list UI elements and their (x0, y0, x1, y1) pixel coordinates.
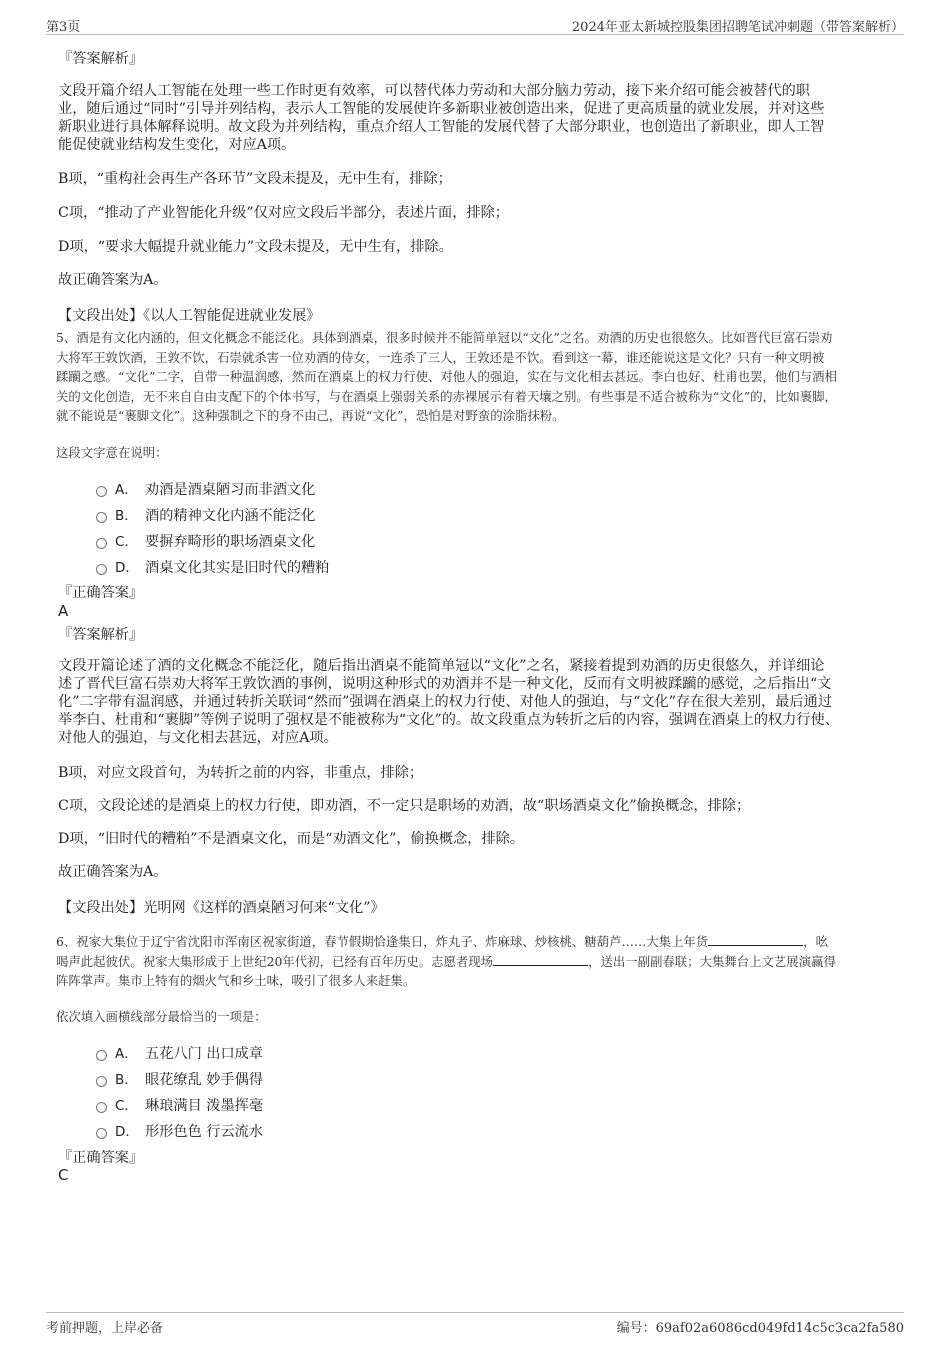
q5-passage-line: 大将军王敦饮酒，王敦不饮，石崇就杀害一位劝酒的侍女，一连杀了三人，王敦还是不饮。看到这一幕，谁还能说这是文化？只有一种文明被 (56, 349, 825, 365)
q4-analysis-line: 业，随后通过“同时”引导并列结构，表示人工智能的发展使许多新职业被创造出来，促进了更高质量的就业发展，并对这些 (58, 101, 825, 117)
q6-passage-line: 喝声此起彼伏。祝家大集形成于上世纪20年代初，已经有百年历史。志愿者现场 ，送出一副副春联；大集舞台上文艺展演赢得 (56, 953, 836, 969)
q4-analysis-text (58, 82, 886, 154)
radio-icon[interactable] (96, 1102, 107, 1113)
radio-icon[interactable] (96, 1128, 107, 1139)
radio-icon[interactable] (96, 1076, 107, 1087)
q5-conclusion: 故正确答案为A。 (58, 864, 168, 880)
q5-source: 【文段出处】光明网《这样的酒桌陋习何来“文化”》 (58, 900, 385, 916)
q5-analysis-label: 『答案解析』 (58, 627, 144, 643)
q4-option-b-explanation: B项，“重构社会再生产各环节”文段未提及，无中生有，排除； (58, 171, 452, 187)
q6-passage-line: 6、祝家大集位于辽宁省沈阳市浑南区祝家街道，春节假期恰逢集日，炸丸子、炸麻球、炒核桃、糖葫芦……大集上年货 ，吆 (56, 934, 828, 949)
page-number: 第3页 (46, 20, 81, 35)
q5-passage-line: 5、酒是有文化内涵的，但文化概念不能泛化。具体到酒桌，很多时候并不能简单冠以“文化”之名。劝酒的历史也很悠久。比如晋代巨富石崇劝 (56, 330, 833, 345)
q5-passage-line: 关的文化创造，无不来自自由支配下的个体书写，与在酒桌上强弱关系的赤裸展示有着天壤之别。有些事是不适合被称为“文化”的，比如裹脚， (56, 388, 837, 404)
radio-icon[interactable] (96, 538, 107, 549)
q5-analysis-line: 文段开篇论述了酒的文化概念不能泛化，随后指出酒桌不能简单冠以“文化”之名，紧接着提到劝酒的历史很悠久，并详细论 (58, 658, 825, 674)
q4-analysis-line: 文段开篇介绍人工智能在处理一些工作时更有效率，可以替代体力劳动和大部分脑力劳动，接下来介绍可能会被替代的职 (58, 83, 810, 99)
q6-answer-label: 『正确答案』 (58, 1150, 144, 1166)
q4-conclusion: 故正确答案为A。 (58, 272, 168, 288)
q5-analysis-text (58, 657, 886, 747)
q6-option-b[interactable]: B． 眼花缭乱 妙手偶得 (96, 1068, 263, 1088)
q5-passage-line: 蹂躏之感。“文化”二字，自带一种温润感，然而在酒桌上的权力行使、对他人的强迫，实在与文化相去甚远。李白也好、杜甫也罢，他们与酒相 (56, 369, 837, 384)
fill-blank-2 (493, 953, 588, 966)
q5-analysis-line: 对他人的强迫，与文化相去甚远，对应A项。 (58, 730, 338, 746)
q5-option-b-explanation: B项，对应文段首句，为转折之前的内容，非重点，排除； (58, 765, 424, 781)
q5-option-c-explanation: C项，文段论述的是酒桌上的权力行使，即劝酒，不一定只是职场的劝酒，故“职场酒桌文化”偷换概念，排除； (58, 798, 751, 814)
q5-option-d[interactable]: D． 酒桌文化其实是旧时代的糟粕 (96, 556, 329, 576)
q4-option-d-explanation: D项，“要求大幅提升就业能力”文段未提及，无中生有，排除。 (58, 239, 453, 255)
q5-analysis-line: 化”二字带有温润感，并通过转折关联词“然而”强调在酒桌上的权力行使、对他人的强迫，与“文化”存在很大差别，最后通过 (58, 694, 833, 710)
radio-icon[interactable] (96, 564, 107, 575)
q4-analysis-line: 新职业进行具体解释说明。故文段为并列结构，重点介绍人工智能的发展代替了大部分职业，也创造出了新职业，即人工智 (58, 119, 825, 135)
q5-passage-line: 就不能说是“裹脚文化”。这种强制之下的身不由己，再说“文化”，恐怕是对野蛮的涂脂抹粉。 (56, 408, 565, 423)
radio-icon[interactable] (96, 512, 107, 523)
footer-slogan: 考前押题，上岸必备 (46, 1321, 164, 1336)
q6-option-a[interactable]: A． 五花八门 出口成章 (96, 1042, 263, 1062)
q4-option-c-explanation: C项，“推动了产业智能化升级”仅对应文段后半部分，表述片面，排除； (58, 205, 509, 221)
document-title: 2024年亚太新城控股集团招聘笔试冲刺题（带答案解析） (571, 20, 904, 35)
q5-option-d-explanation: D项，“旧时代的糟粕”不是酒桌文化，而是“劝酒文化”，偷换概念，排除。 (58, 831, 525, 847)
q4-analysis-label: 『答案解析』 (58, 51, 144, 67)
q5-analysis-line: 述了晋代巨富石崇劝大将军王敦饮酒的事例，说明这种形式的劝酒并不是一种文化，反而有文明被蹂躏的感觉，之后指出“文 (58, 676, 832, 692)
q5-answer-label: 『正确答案』 (58, 585, 144, 601)
q6-option-c[interactable]: C． 琳琅满目 泼墨挥毫 (96, 1094, 263, 1114)
q6-prompt: 依次填入画横线部分最恰当的一项是： (56, 1009, 267, 1024)
q6-option-d[interactable]: D． 形形色色 行云流水 (96, 1120, 263, 1140)
q5-option-b[interactable]: B． 酒的精神文化内涵不能泛化 (96, 504, 315, 524)
page-header (46, 14, 904, 35)
q6-passage-line: 阵阵掌声。集市上特有的烟火气和乡土味，吸引了很多人来赶集。 (56, 973, 416, 988)
q6-passage (56, 932, 896, 991)
fill-blank-1 (708, 933, 803, 946)
q5-option-a[interactable]: A． 劝酒是酒桌陋习而非酒文化 (96, 478, 315, 498)
q6-answer: C (58, 1166, 69, 1184)
q5-prompt: 这段文字意在说明： (56, 445, 168, 460)
document-code: 编号：69af02a6086cd049fd14c5c3ca2fa580 (616, 1321, 904, 1336)
q4-analysis-line: 能促使就业结构发生变化，对应A项。 (58, 137, 296, 153)
page-footer (46, 1312, 904, 1337)
q5-analysis-line: 举李白、杜甫和“裹脚”等例子说明了强权是不能被称为“文化”的。故文段重点为转折之后的内容，强调在酒桌上的权力行使、 (58, 712, 839, 728)
radio-icon[interactable] (96, 1050, 107, 1061)
q5-passage (56, 328, 896, 426)
q5-answer: A (58, 602, 69, 620)
radio-icon[interactable] (96, 486, 107, 497)
q4-source: 【文段出处】《以人工智能促进就业发展》 (58, 308, 321, 324)
q5-option-c[interactable]: C． 要摒弃畸形的职场酒桌文化 (96, 530, 315, 550)
